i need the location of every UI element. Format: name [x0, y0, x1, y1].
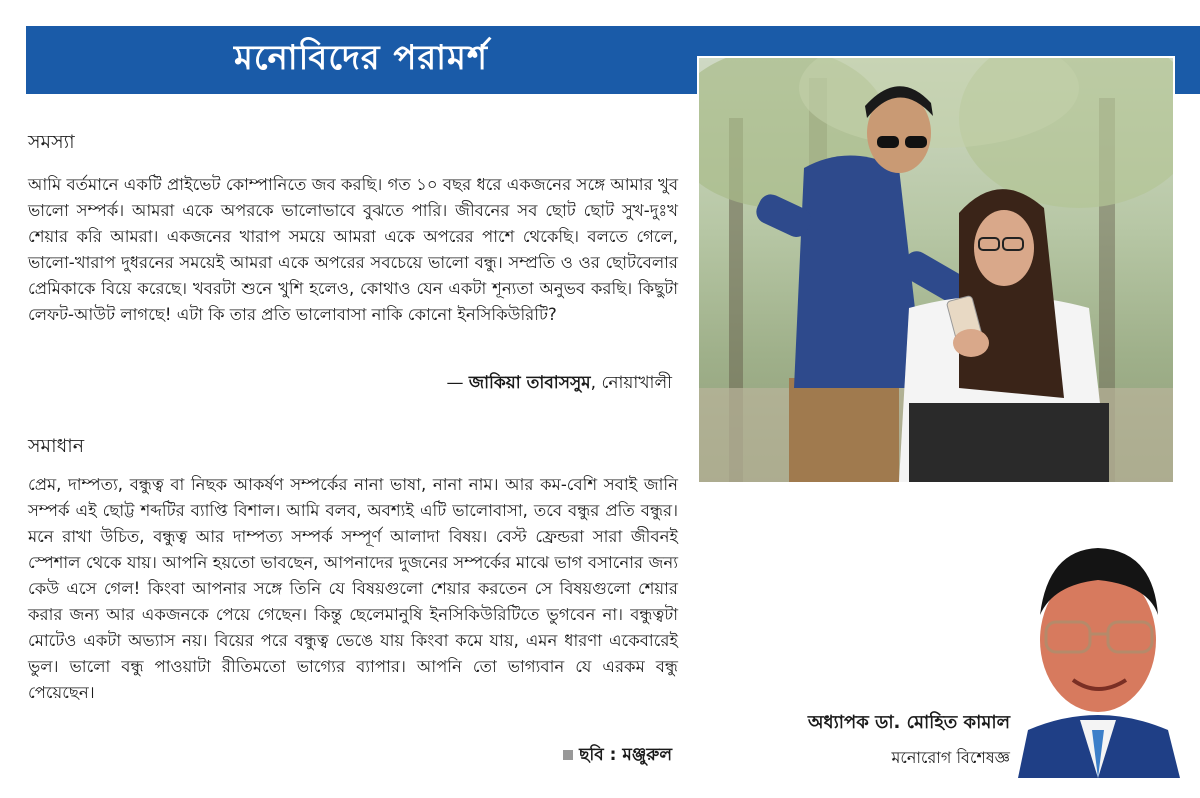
author-role: মনোরোগ বিশেষজ্ঞ: [891, 748, 1010, 767]
author-portrait: [1018, 530, 1180, 778]
page-title: মনোবিদের পরামর্শ: [233, 37, 489, 78]
couple-photo: [697, 56, 1175, 484]
photo-credit: [520, 742, 672, 770]
sender-name: জাকিয়া তাবাসসুম: [468, 373, 591, 393]
solution-text: প্রেম, দাম্পত্য, বন্ধুত্ব বা নিছক আকর্ষণ সম্পর্কের নানা ভাষা, নানা নাম। আর কম-বেশি সবাই জানি সম্পর্ক এই ছোট্ট শব্দটির ব্যাপ্তি বিশাল। আমি বলব, অবশ্যই এটি ভালোবাসা, তবে বন্ধুর প্রতি বন্ধুর। মনে রাখা উচিত, বন্ধুত্ব আর দাম্পত্য সম্পর্ক সম্পূর্ণ আলাদা বিষয়। বেস্ট ফ্রেন্ডরা সারা জীবনই স্পেশাল থেকে যায়। আপনি হয়তো ভাবছেন, আপনাদের দুজনের সম্পর্কের মাঝে ভাগ বসানোর জন্য কেউ এসে গেল! কিংবা আপনার সঙ্গে তিনি যে বিষয়গুলো শেয়ার করতেন সে বিষয়গুলো শেয়ার করার জন্য আর একজনকে পেয়ে গেছেন। কিন্তু ছেলেমানুষি ইনসিকিউরিটিতে ভুগবেন না। বন্ধুত্বটা মোটেও একটা অভ্যাস নয়। বিয়ের পরে বন্ধুত্ব ভেঙে যায় কিংবা কমে যায়, এমন ধারণা একেবারেই ভুল। ভালো বন্ধু পাওয়াটা রীতিমতো ভাগ্যের ব্যাপার। আপনি তো ভাগ্যবান যে এরকম বন্ধু পেয়েছেন।: [28, 475, 678, 702]
sender-signature: [360, 370, 672, 398]
author-block: [760, 708, 1010, 772]
credit-square-icon: [563, 750, 573, 760]
problem-text: আমি বর্তমানে একটি প্রাইভেট কোম্পানিতে জব করছি। গত ১০ বছর ধরে একজনের সঙ্গে আমার খুব ভালো সম্পর্ক। আমরা একে অপরকে ভালোভাবে বুঝতে পারি। জীবনের সব ছোট ছোট সুখ-দুঃখ শেয়ার করি আমরা। একজনের খারাপ সময়ে আমরা একে অপরের পাশে থেকেছি। বলতে গেলে, ভালো-খারাপ দুধরনের সময়েই আমরা একে অপরের সবচেয়ে ভালো বন্ধু। সম্প্রতি ও ওর ছোটবেলার প্রেমিকাকে বিয়ে করেছে। খবরটা শুনে খুশি হলেও, কোথাও যেন একটা শূন্যতা অনুভব করছি। কিছুটা লেফট-আউট লাগছে! এটা কি তার প্রতি ভালোবাসা নাকি কোনো ইনসিকিউরিটি?: [28, 175, 678, 324]
photo-credit-text: ছবি : মঞ্জুরুল: [579, 745, 672, 765]
couple-illustration: [699, 58, 1173, 482]
portrait-illustration: [1018, 530, 1180, 778]
sender-dash: —: [446, 373, 469, 393]
author-name: অধ্যাপক ডা. মোহিত কামাল: [807, 712, 1010, 733]
sender-place: , নোয়াখালী: [590, 373, 672, 393]
solution-heading: সমাধান: [28, 435, 85, 457]
problem-heading: সমস্যা: [28, 131, 75, 153]
